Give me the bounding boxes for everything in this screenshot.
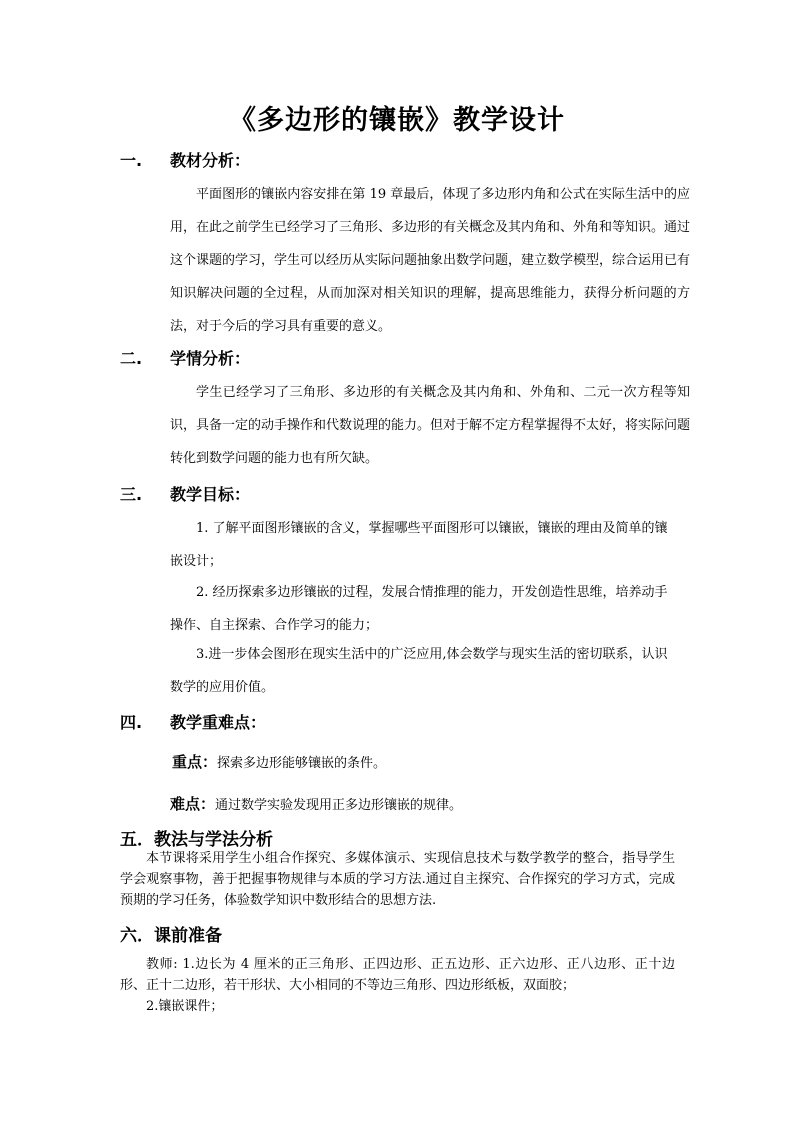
section-title: 教学目标：: [170, 485, 251, 504]
section-title: 教材分析：: [170, 151, 251, 170]
key-point-label: 重点：: [172, 753, 218, 771]
key-point: [172, 751, 386, 772]
section-3-heading: [120, 482, 250, 505]
section-2-heading: [120, 346, 250, 369]
section-6-line-1: 教师: 1.边长为 4 厘米的正三角形、正四边形、正五边形、正六边形、正八边形、正十边形、正十二边形，若干形状、大小相同的不等边三角形、四边形纸板，双面胶；: [120, 957, 675, 993]
document-title: 《多边形的镶嵌》教学设计: [229, 105, 565, 136]
section-5-heading: 五．教法与学法分析: [120, 830, 273, 850]
section-6-line-2: 2.镶嵌课件；: [146, 999, 224, 1014]
section-5-text: 本节课将采用学生小组合作探究、多媒体演示、实现信息技术与数学教学的整合，指导学生学会观察事物，善于把握事物规律与本质的学习方法.通过自主探究、合作探究的学习方式，完成预期的学习任务，体验数学知识中数形结合的思想方法.: [120, 851, 675, 908]
section-title: 教学重难点：: [170, 713, 267, 732]
section-4-heading: [120, 710, 266, 733]
section-2-text: 学生已经学习了三角形、多边形的有关概念及其内角和、外角和、二元一次方程等知识，具备一定的动手操作和代数说理的能力。但对于解不定方程掌握得不太好，将实际问题转化到数学问题的能力也有所欠缺。: [170, 385, 691, 466]
section-1-text: 平面图形的镶嵌内容安排在第 19 章最后，体现了多边形内角和公式在实际生活中的应用，在此之前学生已经学习了三角形、多边形的有关概念及其内角和、外角和等知识。通过这个课题的学习，学生可以经历从实际问题抽象出数学问题，建立数学模型，综合运用已有知识解决问题的全过程，从而加深对相关知识的理解，提高思维能力，获得分析问题的方法，对于今后的学习具有重要的意义。: [170, 187, 691, 334]
section-number: 三.: [120, 485, 143, 504]
key-point-text: 探索多边形能够镶嵌的条件。: [217, 756, 387, 771]
section-number: 四.: [120, 713, 143, 732]
objective-item: 3.进一步体会图形在现实生活中的广泛应用,体会数学与现实生活的密切联系，认识数学的应用价值。: [170, 647, 668, 695]
difficult-point-label: 难点：: [170, 795, 216, 813]
section-number: 一.: [120, 151, 143, 170]
section-6-heading: 六．课前准备: [120, 926, 222, 946]
section-1-heading: [120, 148, 250, 171]
difficult-point-text: 通过数学实验发现用正多边形镶嵌的规律。: [215, 798, 463, 813]
section-title: 学情分析：: [170, 349, 251, 368]
objective-item: 2. 经历探索多边形镶嵌的过程，发展合情推理的能力，开发创造性思维，培养动手操作、自主探索、合作学习的能力；: [170, 585, 668, 633]
difficult-point: [170, 793, 462, 814]
objective-item: 1. 了解平面图形镶嵌的含义，掌握哪些平面图形可以镶嵌，镶嵌的理由及简单的镶嵌设计；: [170, 521, 668, 569]
section-number: 二.: [120, 349, 143, 368]
